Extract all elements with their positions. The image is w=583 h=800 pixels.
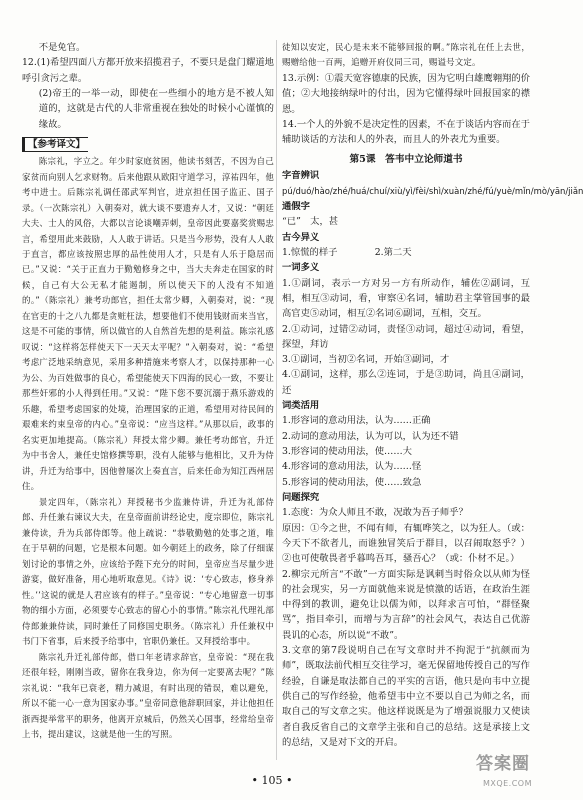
translation-paragraph: 陈宗礼升迁礼部侍郎，借口年老请求辞官，皇帝说：“现在我还很年轻，刚刚当政，留你在我身边，你为何一定要离去呢？”陈宗礼说：“我年已衰老，精力减退，有时出现的错误，难以避免，所以不能一心一意为国家办事。”皇帝同意他辞职回家，并让他担任浙西提举常平的职务，他离开京城后，仍然关心国事，经常给皇帝上书，提出建议，这就是他一生的写照。 — [22, 651, 274, 739]
lesson-title: 第5课 答韦中立论师道书 — [349, 153, 463, 165]
section-item: 4.①副词，这样，那么②连词，于是③助词，尚且④副词，还 — [282, 369, 530, 396]
answer-14: 14.一个人的外貌不是决定性的因素，不在于谈话内容而在于辅助谈话的方法和人的外表，而且人的外表尤为重要。 — [282, 118, 530, 146]
section-item: 3.①副词，当初②名词，开始③副词，才 — [282, 354, 450, 366]
page-number: • 105 • — [251, 774, 293, 787]
section-item: “已” 太，甚 — [282, 216, 339, 228]
section-title: 通假字 — [282, 201, 310, 212]
section-item: 1.形容词的意动用法，认为……正确 — [282, 415, 431, 427]
section-title: 古今异义 — [282, 231, 320, 243]
section-item: 2.动词的意动用法，认为可以，认为还不错 — [282, 430, 459, 442]
answer-13: 13.示例：①震天宽容德康的民族，因为它明白雄鹰翱翔的价值；②大地接纳绿叶的付出，因为它懂得绿叶回报国家的襟恩。 — [282, 72, 530, 115]
section-title: 问题探究 — [282, 491, 320, 503]
section-title: 词类活用 — [282, 400, 320, 412]
section-item: 1.①副词，表示一方对另一方有所动作，辅佐②副词，互相，相互③动词，看，审察④名词，辅助君主掌管国事的最高官吏⑤动词，相互②名词⑥副词，互相，交互。 — [282, 277, 530, 320]
section-item: 2.柳宗元所言“不敢”一方面实际是讽刺当时俗众以从师为怪的社会现实，另一方面就他来说是愤激的话语，在政治生涯中得到的教训，避免让以儒为师，以拜求言可怕，“群怪聚骂”，指目牵引，而增与为言辞”的社会风气，表达自己优游畏讥的心态，所以说“不敢”。 — [282, 568, 530, 641]
column-divider — [276, 40, 277, 760]
left-column — [22, 40, 274, 742]
section-title: 字音辨识 — [282, 170, 320, 182]
section-item: 1.态度：为众人师且不敢，况敢为吾子师乎？ — [282, 507, 468, 519]
section-item: 原因：①今之世，不闻有师，有辄哗笑之，以为狂人。（或：今天下不欲者儿，而谁独冒笑后于群目，以召闹取怒乎？）②也可使敬畏者乎暮鸣吾耳，骚吾心？（或：仆材不足。） — [282, 522, 530, 565]
section-item: 3.文章的第7段说明自己在写文章时并不拘泥于“抗颜而为师”，既取法前代相互交往学习，毫无保留地传授自己的写作经验，自谦是取法都自己的平实的言语，他只是向韦中立提供自己的写作经验，他希望韦中立不要以自己为师之名，而取自己的写文章之实。他这样说既是为了增强说服力又使读者自我反省自己的文章学主张和自己的总结。这是承接上文的总结，又是对下文的开启。 — [282, 645, 530, 748]
section-item: 4.形容词的意动用法，认为……怪 — [282, 461, 422, 473]
answer-line-11-end: 不是免官。 — [38, 42, 86, 53]
pinyin-line: pú/duó/hào/zhé/huá/chuí/xiù/yì/fèi/shì/xuàn/zhé/fú/yuè/mǐn/mò/yān/jiǎn — [282, 185, 583, 196]
section-item: 5.形容词的使动用法，使……致急 — [282, 476, 422, 488]
right-column — [282, 40, 583, 750]
reference-translation-title: 【参考译文】 — [22, 137, 88, 152]
translation-paragraph: 陈宗礼，字立之。年少时家庭贫困，他读书刻苦，不因为自己家贫而向别人乞求财物。后来他跟从欧阳守道学习，淳祐四年，他考中进士。后陈宗礼调任邵武军判官，进京担任国子监正、国子录。（一次陈宗礼）入朝奏对，就大谈不要遗弃人才，又说：“朝廷大夫、士人的风俗，大都以言论谈嘲弄刺，皇帝因此要嘉奖赏赐忠言，希望用此来鼓励，人人敢于讲话。只是当今形势，没有人人敢于直言，都应该按照忠厚的品性使用人才，只是有人乐于隐居而已。”又说：“关于正直力于勤勉修身之中，当大夫奔走在国家的时候，自己有大公无私才能遏制，所以使天下的人没有不知道的。”（陈宗礼）兼考功郎官，担任太常少卿，入朝奏对，说：“现在官吏的十之八九都是贪赃枉法，想要他们不使用钱财而来当官，这是不可能的事情，所以做官的人自然首先想的是利益。陈宗礼感叹说：“这样将怎样使天下一天天太平呢？”入朝奏对，说：“希望考虑广泛地采纳意见，采用多种措施来考察人才，以保持那种一心为公、为百姓做事的良心，希望能使天下四海的民心一致，不要让那些奸邪的小人得到任用。”又说：“陛下您不要沉溺于燕乐游戏的乐趣，希望考虑国家的处境，治理国家的正道，希望用对待民间的艰难来约束皇帝的内心。”皇帝说：“应当这样。”从那以后，政事的名实更加地提高。（陈宗礼）拜授太常少卿。兼任考功郎官，升迁为中书舍人，兼任史馆修撰等职，没有人能够与他相比，又升为侍讲，升迁为给事中，因他曾屡次上奏直言，后来任命为知江西州居住。 — [22, 156, 274, 492]
section-item: 3.形容词的使动用法，使……大 — [282, 446, 412, 457]
watermark-text: 答案圈 — [476, 754, 530, 774]
translation-continuation: 徒知以安定，民心是未来不能够回报的啊。”陈宗礼在任上去世，赐赠给他一百两，追赠开府仪同三司，赐谥号文定。 — [282, 42, 530, 68]
watermark-url: MXQE.COM — [482, 779, 532, 788]
section-item: 2.①动词，过错②动词，责怪③动词，超过④动词，看望，探望，拜访 — [282, 323, 530, 350]
translation-paragraph: 景定四年，（陈宗礼）拜授秘书少监兼侍讲，升迁为礼部侍郎、升任兼右谏议大夫，在皇帝面前讲经论史，度宗即位，陈宗礼兼侍读，升为兵部侍郎等。他上疏说：“恭敬勤勉的处事之道，唯在于早朝的问题，它是根本问题。如今朝廷上的政务，除了仔细谋划讨论的事情之外，应该给予陛下充分的时间，皇帝应当尽量少进游宴，做好准备，用心地听取意见。《诗》说：‘专心致志，修身养性。’’这说的就是人君应该有的样子。”皇帝说：“专心地留意一切事物的细小方面，必须要专心致志的留心小的事情。”陈宗礼代理礼部侍郎兼兼侍读，同时兼任了同修国史职务。（陈宗礼）升任兼权中书门下省事，后来授予给事中，官职仍兼任。又拜授给事中。 — [22, 496, 274, 647]
section-item: 1.惊慌的样子 2.第二天 — [282, 246, 412, 258]
answer-line-12-2: (2)帝王的一举一动，即使在一些细小的地方是不被人知道的，这就是古代的人非常重视在独处的时候小心谨慎的缘故。 — [38, 87, 274, 130]
answer-line-12: 12.(1)希望四面八方都开放来招揽君子，不要只是盘门耀道地呼引贪污之辈。 — [22, 57, 274, 84]
section-title: 一词多义 — [282, 262, 320, 274]
